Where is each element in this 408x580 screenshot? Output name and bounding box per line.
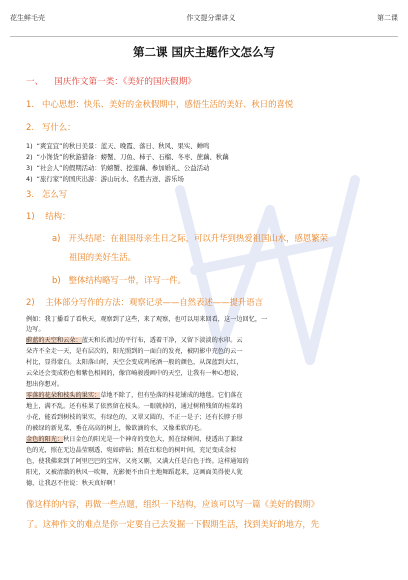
example-line: 德，让我忍不住说：秋天真好啊！ [26, 480, 119, 487]
list-item: 4) “旅行家”的国庆出游：游山玩水、名胜古迹、游乐场 [26, 175, 184, 183]
closing-line: 像这样的内容，再做一些点题，组织一下结构，应该可以写一篇《美好的假期》 [26, 499, 320, 509]
section-1-1-heading: 1. 中心思想：快乐、美好的金秋假期中，感悟生活的美好、秋日的喜悦 [26, 99, 294, 109]
example-line: 的被绿的新见菜，垂在高高的树上，像欲滴的水，又像柔软的毛。 [26, 425, 206, 432]
example-line: 例如：我丁播看了看秋天，观察到了这些，来了观察，也可以用来回看，这一边回忆，一 [26, 316, 268, 323]
structure-item-b: b) 整体结构略写一带，详写一件。 [52, 275, 186, 285]
example-line: 边写。 [26, 326, 45, 333]
example-line: 色，使我佛来到了阿里巴巴的宝库，又亮又剔，又满大任是白色于终。这样通知的 [26, 458, 249, 465]
highlight-flowers: 零落的花朵和枝头的果实： [26, 392, 101, 399]
example-line: 蔚蓝的天空和云朵：蓝天和长流过的平行布，透着干净，又留下淡淡的水印。云 [26, 337, 243, 344]
example-line: 色的光，照在无边晶莹剔透，宛如碎钻；照在红棕色的树叶间，充足变成金棕 [26, 447, 237, 454]
example-line: 朵卉不全走一天，是有层次的，阳光照到的一面白的发亮，被阴影中充色的云一 [26, 348, 243, 355]
example-line: 想出你想对。 [26, 381, 64, 388]
example-line: 云朵还会变成粉色和紫色相间的，像宫崎骏漫画中的天空，让我有一种心想说， [26, 370, 243, 377]
list-item: 3) “社会人”的假期活动：钓螃蟹、挖莲藕、参加婚礼、公益活动 [26, 164, 210, 172]
example-line: 小花，能看到树枝的果实，有绿色的，又翠又圆的，不正一是子；还有长脖子形 [26, 414, 243, 421]
closing-line: 了。这种作文的难点是你一定要自己去发掘一下假期生活，找到美好的地方，先 [26, 519, 320, 529]
list-item: 2) “小馋货”的秋游猎备：螃蟹、刀鱼、柿子、石榴、冬枣、蔗藕、秋藕 [26, 153, 229, 161]
example-line: 地上，满不乱。还有桂果了依然留在枝头。一眼就掉的，通过树稍残留的桂菜的 [26, 403, 243, 410]
structure-heading: 1) 结构： [26, 211, 71, 221]
section-1-heading: 一、 国庆作文第一类：《美好的国庆假期》 [26, 77, 196, 87]
page-title: 第二课 国庆主题作文怎么写 [132, 45, 275, 59]
example-line: 阳光，又被清澈的秋风一吹舞，光影便不由自主地舞蹈起来，这画面美得使人犹 [26, 469, 243, 476]
example-line: 零落的花朵和枝头的果实：草地不除了，但有坠落的桂花铺成的地毯。它们落在 [26, 392, 243, 399]
example-line: 金色的阳光：秋日金色的阳光是一个神奇的变色大，照在绿树间，使透出了兼绿 [26, 436, 243, 443]
highlight-sky: 蔚蓝的天空和云朵： [26, 337, 82, 344]
list-item: 1) “爽宜宜”的秋日美景：蓝天、晚霞、落日、秋风、果实、蝉鸣 [26, 142, 210, 150]
example-line: 村比，显得蒙白。太阳落山时，天空会变成鸡尾酒一般的颜色，从深蓝到大红， [26, 359, 243, 366]
section-1-2-heading: 2. 写什么： [26, 122, 76, 132]
structure-item-a-cont: 祖国的美好生活。 [69, 252, 136, 262]
highlight-sunlight: 金色的阳光： [26, 436, 64, 443]
page-header [10, 0, 398, 37]
method-heading: 2) 主体部分写作的方法：观察记录——自然表述——提升语言 [26, 297, 264, 307]
header-left: 花生鲜毛壳 [10, 14, 45, 22]
header-right: 第二课 [377, 14, 398, 22]
header-center: 作文提分课讲义 [186, 14, 236, 22]
section-1-3-heading: 3. 怎么写 [26, 189, 68, 199]
structure-item-a: a) 开头结尾：在祖国母亲生日之际，可以升华到热爱祖国山水，感恩繁荣 [52, 233, 329, 243]
